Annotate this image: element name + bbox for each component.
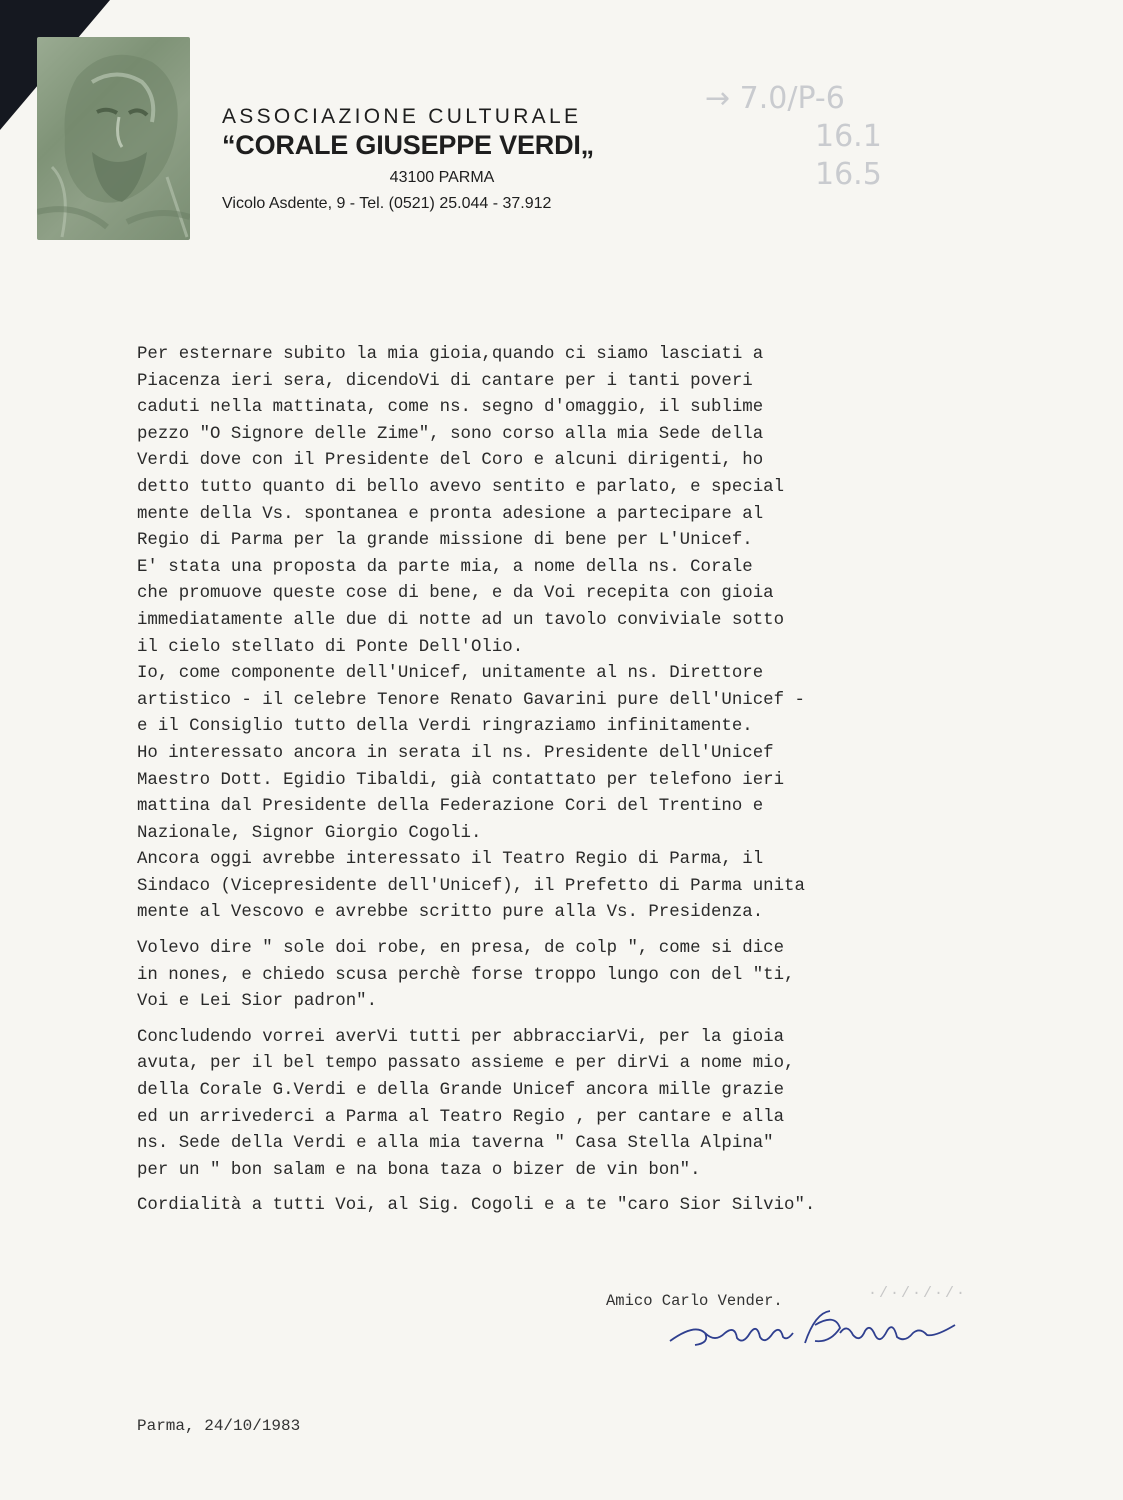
letter-line: e il Consiglio tutto della Verdi ringraziamo infinitamente.: [137, 717, 753, 737]
verdi-bust-portrait-icon: [37, 37, 190, 240]
letter-line: immediatamente alle due di notte ad un tavolo conviviale sotto: [137, 610, 785, 630]
closing-line: Amico Carlo Vender.: [606, 1292, 783, 1310]
letter-line: Voi e Lei Sior padron".: [137, 992, 378, 1012]
handwritten-signature: [665, 1303, 965, 1353]
letter-line: artistico - il celebre Tenore Renato Gavarini pure dell'Unicef -: [137, 690, 805, 710]
letter-line: in nones, e chiedo scusa perchè forse troppo lungo con del "ti,: [137, 965, 795, 985]
association-label: ASSOCIAZIONE CULTURALE: [222, 105, 582, 128]
letterhead: [222, 105, 642, 213]
address-phone: Vicolo Asdente, 9 - Tel. (0521) 25.044 - 37.912: [222, 195, 552, 212]
letter-line: Cordialità a tutti Voi, al Sig. Cogoli e a te "caro Sior Silvio".: [137, 1196, 816, 1216]
letter-line: Sindaco (Vicepresidente dell'Unicef), il Prefetto di Parma unita: [137, 876, 805, 896]
letter-line: caduti nella mattinata, come ns. segno d'omaggio, il sublime: [137, 398, 764, 418]
paragraph-gap: [137, 1016, 1017, 1025]
organization-name: “CORALE GIUSEPPE VERDI„: [222, 130, 594, 160]
typed-dots-mark: ·/·/·/·/·: [868, 1285, 968, 1302]
letter-line: Verdi dove con il Presidente del Coro e alcuni dirigenti, ho: [137, 451, 764, 471]
paragraph-gap: [137, 1184, 1017, 1193]
place-date: Parma, 24/10/1983: [137, 1417, 301, 1435]
letter-line: ns. Sede della Verdi e alla mia taverna " Casa Stella Alpina": [137, 1134, 774, 1154]
letter-line: Ho interessato ancora in serata il ns. Presidente dell'Unicef: [137, 743, 774, 763]
letter-line: E' stata una proposta da parte mia, a nome della ns. Corale: [137, 557, 753, 577]
pencil-annotations: [705, 80, 882, 194]
letter-line: Volevo dire " sole doi robe, en presa, de colp ", come si dice: [137, 939, 785, 959]
letter-line: Io, come componente dell'Unicef, unitamente al ns. Direttore: [137, 664, 764, 684]
letter-line: Regio di Parma per la grande missione di bene per L'Unicef.: [137, 531, 753, 551]
letter-line: Nazionale, Signor Giorgio Cogoli.: [137, 823, 482, 843]
letter-line: Ancora oggi avrebbe interessato il Teatro Regio di Parma, il: [137, 850, 764, 870]
letter-line: detto tutto quanto di bello avevo sentito e parlato, e special: [137, 477, 785, 497]
letter-body: [137, 342, 1017, 1220]
letter-line: pezzo "O Signore delle Zime", sono corso alla mia Sede della: [137, 424, 764, 444]
letter-line: mente al Vescovo e avrebbe scritto pure alla Vs. Presidenza.: [137, 903, 764, 923]
letter-line: che promuove queste cose di bene, e da Voi recepita con gioia: [137, 584, 774, 604]
letter-line: il cielo stellato di Ponte Dell'Olio.: [137, 637, 524, 657]
pencil-note-line: 16.1: [815, 119, 882, 154]
letter-line: per un " bon salam e na bona taza o bizer de vin bon".: [137, 1160, 701, 1180]
letter-line: ed un arrivederci a Parma al Teatro Regio , per cantare e alla: [137, 1107, 785, 1127]
letter-line: Per esternare subito la mia gioia,quando ci siamo lasciati a: [137, 345, 764, 364]
letter-line: mattina dal Presidente della Federazione Cori del Trentino e: [137, 797, 764, 817]
letter-line: avuta, per il bel tempo passato assieme e per dirVi a nome mio,: [137, 1054, 795, 1074]
pencil-note-line: 16.5: [815, 157, 882, 192]
letter-line: Concludendo vorrei averVi tutti per abbracciarVi, per la gioia: [137, 1027, 785, 1047]
letter-line: della Corale G.Verdi e della Grande Unicef ancora mille grazie: [137, 1081, 785, 1101]
letter-line: mente della Vs. spontanea e pronta adesione a partecipare al: [137, 504, 764, 524]
paragraph-gap: [137, 927, 1017, 936]
letter-line: Piacenza ieri sera, dicendoVi di cantare per i tanti poveri: [137, 371, 753, 391]
archive-reference: → 7.0/P-6: [705, 81, 845, 116]
letter-line: Maestro Dott. Egidio Tibaldi, già contattato per telefono ieri: [137, 770, 785, 790]
postal-city: 43100 PARMA: [389, 169, 495, 186]
